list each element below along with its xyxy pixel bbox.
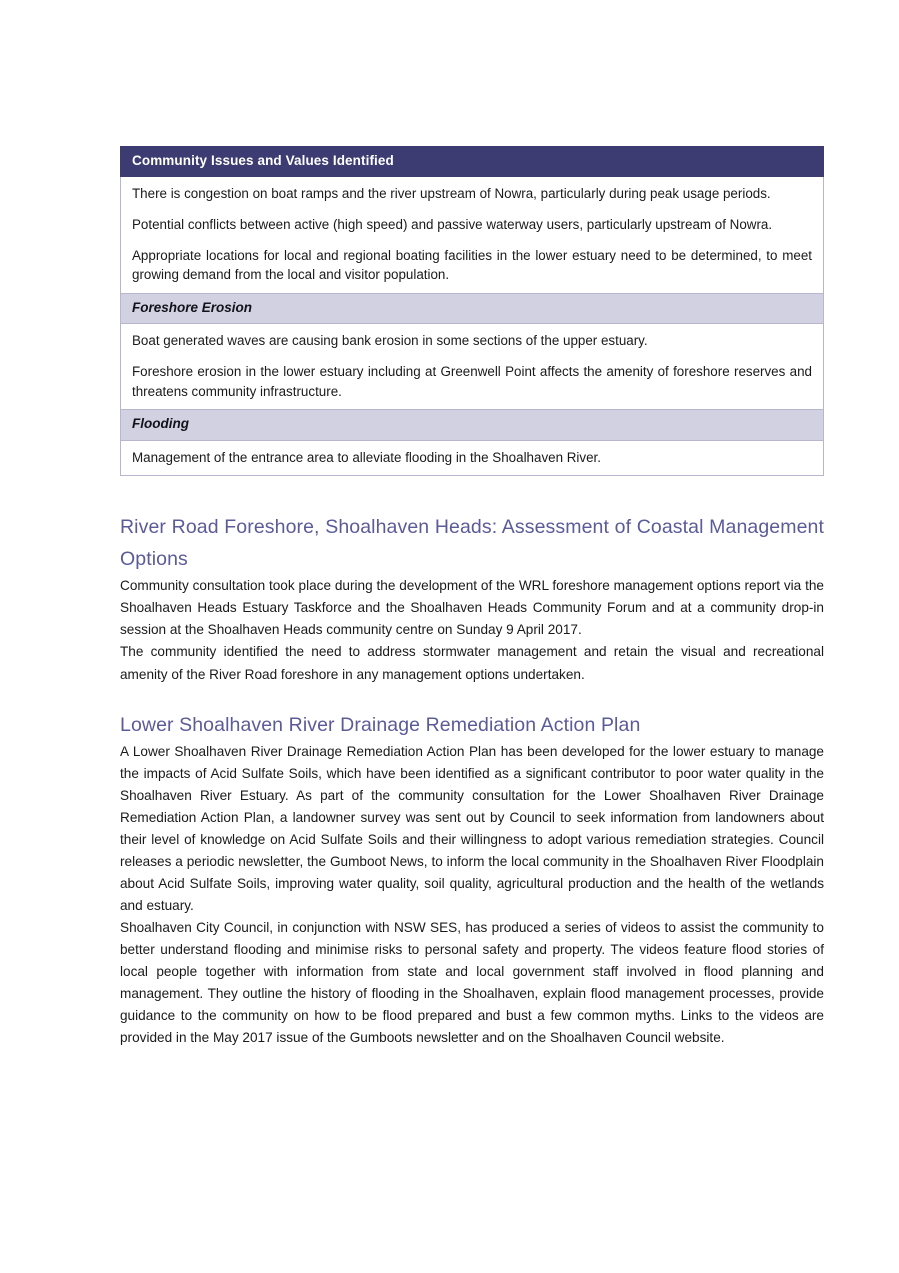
table-body [121, 147, 824, 476]
table-subheader-cell [121, 410, 824, 440]
issue-item: Potential conflicts between active (high speed) and passive waterway users, particularly upstream of Nowra. [132, 216, 773, 232]
table-header-cell [121, 147, 824, 177]
section-river-road [120, 512, 824, 685]
issue-item: Boat generated waves are causing bank erosion in some sections of the upper estuary. [132, 333, 648, 349]
section-heading: Lower Shoalhaven River Drainage Remediation Action Plan [120, 713, 641, 736]
table-subheader-label: Flooding [132, 416, 189, 432]
table-header-row [121, 147, 824, 177]
cell-content [121, 441, 823, 476]
issue-item: Management of the entrance area to alleviate flooding in the Shoalhaven River. [132, 449, 601, 465]
section-heading: River Road Foreshore, Shoalhaven Heads: Assessment of Coastal Management Options [120, 516, 824, 570]
cell-content [121, 177, 823, 293]
issue-item: Foreshore erosion in the lower estuary including at Greenwell Point affects the amenity of foreshore reserves and threatens community infrastructure. [132, 363, 812, 399]
issue-item: There is congestion on boat ramps and the river upstream of Nowra, particularly during peak usage periods. [132, 186, 771, 202]
section-paragraph: The community identified the need to address stormwater management and retain the visual and recreational amenity of the River Road foreshore in any management options undertaken. [120, 644, 824, 682]
table-subheader-label: Foreshore Erosion [132, 300, 253, 316]
section-paragraph: Community consultation took place during the development of the WRL foreshore management options report via the Shoalhaven Heads Estuary Taskforce and the Shoalhaven Heads Community Forum and at a community drop-in session at the Shoalhaven Heads community centre on Sunday 9 April 2017. [120, 578, 824, 638]
community-issues-table [120, 146, 824, 476]
table-row [121, 324, 824, 410]
table-body-cell [121, 324, 824, 410]
issue-item: Appropriate locations for local and regional boating facilities in the lower estuary need to be determined, to meet growing demand from the local and visitor population. [132, 247, 812, 283]
table-subheader-cell [121, 294, 824, 324]
table-body-cell [121, 177, 824, 294]
table-body-cell [121, 440, 824, 476]
table-header-label: Community Issues and Values Identified [132, 153, 394, 168]
cell-content [121, 324, 823, 409]
page-content [120, 146, 824, 1049]
section-paragraph: Shoalhaven City Council, in conjunction with NSW SES, has produced a series of videos to assist the community to better understand flooding and minimise risks to personal safety and property. The videos feature flood stories of local people together with information from state and local government staff involved in flood planning and management. They outline the history of flooding in the Shoalhaven, explain flood management processes, provide guidance to the community on how to be flood prepared and bust a few common myths. Links to the videos are provided in the May 2017 issue of the Gumboots newsletter and on the Shoalhaven Council website. [120, 920, 824, 1046]
section-paragraph: A Lower Shoalhaven River Drainage Remediation Action Plan has been developed for the lower estuary to manage the impacts of Acid Sulfate Soils, which have been identified as a significant contributor to poor water quality in the Shoalhaven River Estuary. As part of the community consultation for the Lower Shoalhaven River Drainage Remediation Action Plan, a landowner survey was sent out by Council to seek information from landowners about their level of knowledge on Acid Sulfate Soils and their willingness to adopt various remediation strategies. Council releases a periodic newsletter, the Gumboot News, to inform the local community in the Shoalhaven River Floodplain about Acid Sulfate Soils, improving water quality, soil quality, agricultural production and the health of the wetlands and estuary. [120, 744, 824, 914]
table-row [121, 177, 824, 294]
section-drainage-remediation [120, 710, 824, 1050]
table-row [121, 440, 824, 476]
table-subheader-row [121, 410, 824, 440]
table-subheader-row [121, 294, 824, 324]
